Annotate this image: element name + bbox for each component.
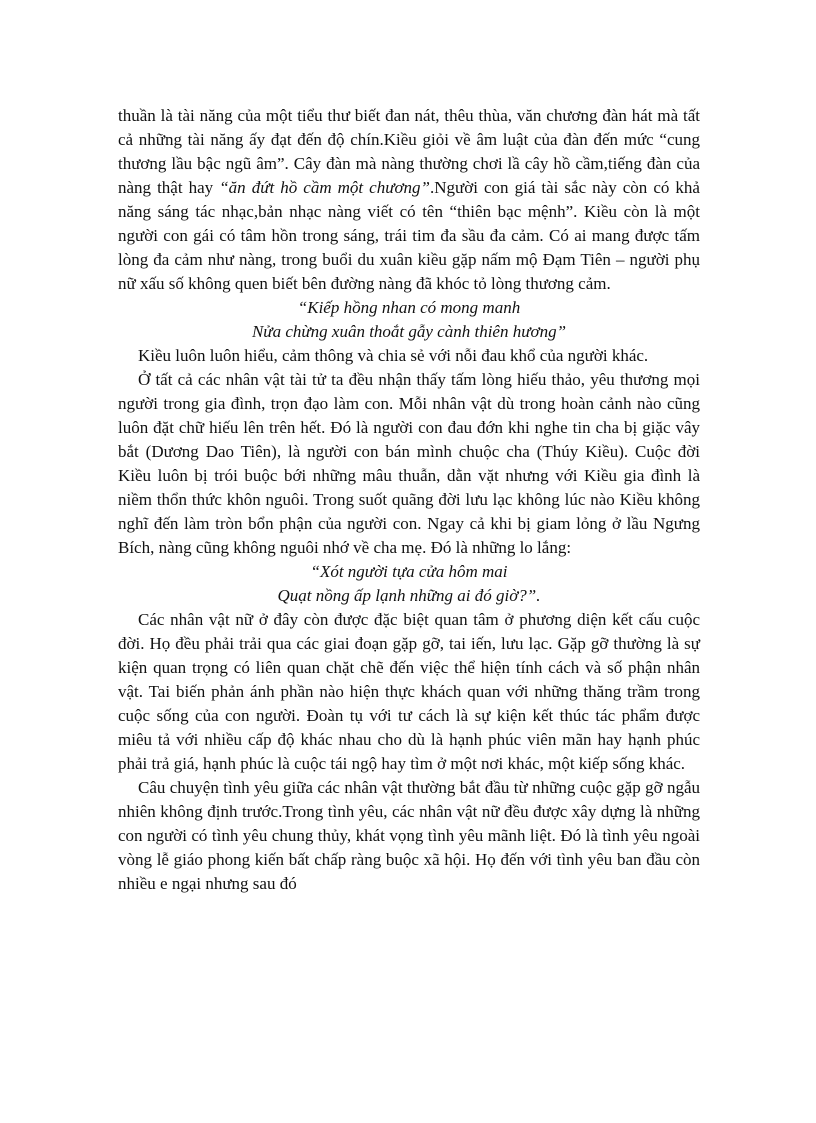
body-text xyxy=(118,104,700,896)
inline-quote-ho-cam: “ăn đứt hồ cầm một chương” xyxy=(219,178,431,197)
paragraph-life-structure: Các nhân vật nữ ở đây còn được đặc biệt quan tâm ở phương diện kết cấu cuộc đời. Họ đều phải trải qua các giai đoạn gặp gỡ, tai iến, lưu lạc. Gặp gỡ thường là sự kiện quan trọng có liên quan chặt chẽ đến việc thể hiện tính cách và số phận nhân vật. Tai biến phản ánh phần nào hiện thực khách quan với những thăng trầm trong cuộc sống của con người. Đoàn tụ với tư cách là sự kiện kết thúc tác phẩm được miêu tả với nhiều cấp độ khác nhau cho dù là hạnh phúc viên mãn hay hạnh phúc phải trả giá, hạnh phúc là cuộc tái ngộ hay tìm ở một nơi khác, một kiếp sống khác. xyxy=(118,610,700,773)
verse-line: “Kiếp hồng nhan có mong manh xyxy=(297,298,521,317)
verse-quote-xot-nguoi xyxy=(118,560,700,608)
paragraph-kieu-talent-text: thuần là tài năng của một tiểu thư biết đan nát, thêu thùa, văn chương đàn hát mà tất cả những tài năng ấy đạt đến độ chín.Kiều giỏi về âm luật của đàn đến mức “cung thương lầu bậc ngũ âm”. Cây đàn mà nàng thường chơi lầ cây hồ cầm,tiếng đàn của nàng thật hay xyxy=(118,106,700,197)
paragraph-love-story: Câu chuyện tình yêu giữa các nhân vật thường bắt đầu từ những cuộc gặp gỡ ngẫu nhiên không định trước.Trong tình yêu, các nhân vật nữ đều được xây dựng là những con người có tình yêu chung thủy, khát vọng tình yêu mãnh liệt. Đó là tình yêu ngoài vòng lễ giáo phong kiến bất chấp ràng buộc xã hội. Họ đến với tình yêu ban đầu còn nhiều e ngại nhưng sau đó xyxy=(118,778,700,893)
verse-line: “Xót người tựa cửa hôm mai xyxy=(310,562,508,581)
verse-quote-hong-nhan xyxy=(118,296,700,344)
paragraph-filial-piety: Ở tất cả các nhân vật tài tử ta đều nhận thấy tấm lòng hiếu thảo, yêu thương mọi người trong gia đình, trọn đạo làm con. Mỗi nhân vật dù trong hoàn cảnh nào cũng luôn đặt chữ hiếu lên trên hết. Đó là người con đau đớn khi nghe tin cha bị giặc vây bắt (Dương Dao Tiên), là người con bán mình chuộc cha (Thúy Kiều). Cuộc đời Kiều luôn bị trói buộc bới những mâu thuẫn, dằn vặt nhưng với Kiều gia đình là niềm thổn thức khôn nguôi. Trong suốt quãng đời lưu lạc không lúc nào Kiều không nghĩ đến làm tròn bổn phận của người con. Ngay cả khi bị giam lỏng ở lầu Ngưng Bích, nàng cũng không nguôi nhớ về cha mẹ. Đó là những lo lắng: xyxy=(118,370,700,557)
paragraph-kieu-talent-text-continued: .Người con giá tài sắc này còn có khả năng sáng tác nhạc,bản nhạc nàng viết có tên “thiên bạc mệnh”. Kiều còn là một người con gái có tâm hồn trong sáng, trái tim đa sầu đa cảm. Có ai mang được tấm lòng đa cảm như nàng, trong buổi du xuân kiều gặp nấm mộ Đạm Tiên – người phụ nữ xấu số không quen biết bên đường nàng đã khóc tỏ lòng thương cảm. xyxy=(118,178,700,293)
paragraph-empathy: Kiều luôn luôn hiểu, cảm thông và chia sẻ với nỗi đau khổ của người khác. xyxy=(138,346,649,365)
paragraph-kieu-talent xyxy=(118,104,700,296)
verse-line: Nửa chừng xuân thoắt gẫy cành thiên hương” xyxy=(251,322,567,341)
verse-line: Quạt nồng ấp lạnh những ai đó giờ?”. xyxy=(277,586,541,605)
